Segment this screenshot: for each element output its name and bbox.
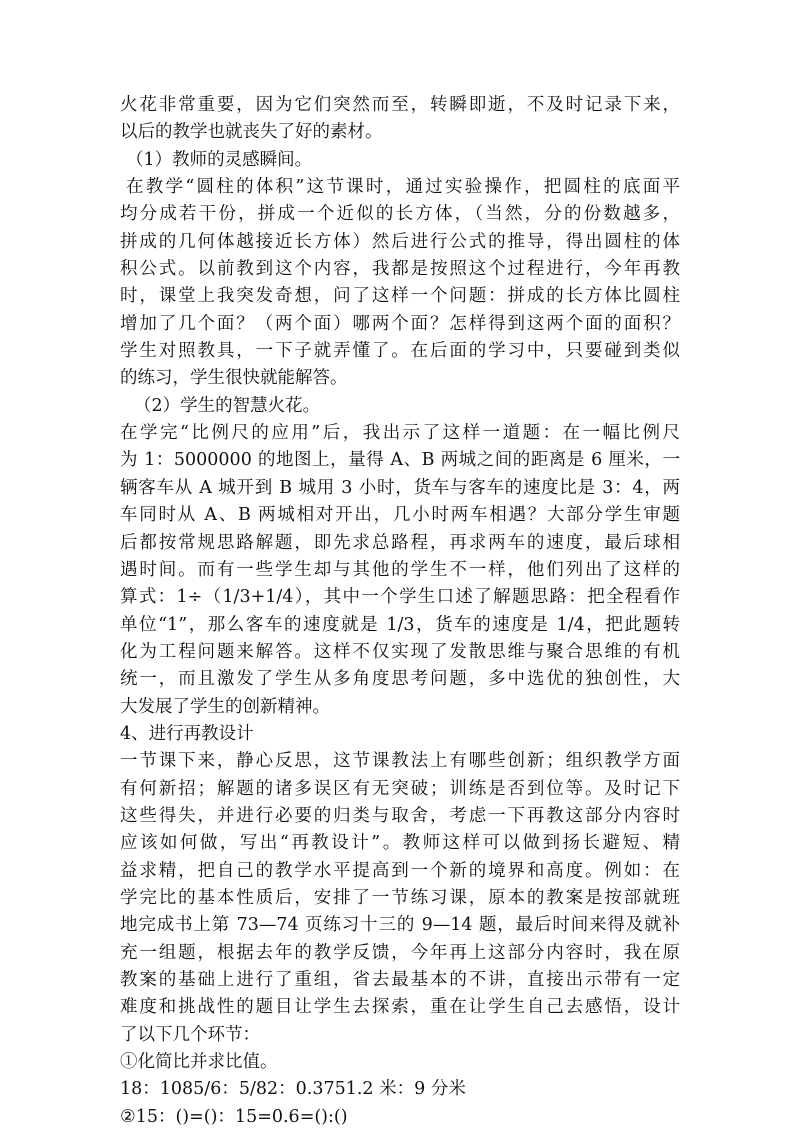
- text-line: 4、进行再教设计: [120, 723, 254, 744]
- text-line: 难度和挑战性的题目让学生去探索，重在让学生自己去感悟，设计: [120, 997, 680, 1018]
- text-line: 这些得失，并进行必要的归类与取舍，考虑一下再教这部分内容时: [120, 805, 680, 826]
- text-line: 18：1085/6：5/82：0.3751.2 米：9 分米: [120, 1079, 466, 1100]
- text-line: 单位“1”，那么客车的速度就是 1/3，货车的速度是 1/4，把此题转: [120, 614, 680, 635]
- text-line: 后都按常规思路解题，即先求总路程，再求两车的速度，最后球相: [120, 532, 680, 553]
- text-line: （1）教师的灵感瞬间。: [126, 149, 313, 170]
- text-line: 统一，而且激发了学生从多角度思考问题，多中选优的独创性，大: [120, 669, 680, 690]
- text-line: 一节课下来，静心反思，这节课教法上有哪些创新；组织教学方面: [120, 751, 680, 772]
- text-line: 应该如何做，写出“再教设计”。教师这样可以做到扬长避短、精: [120, 833, 680, 854]
- text-line: 在教学“圆柱的体积”这节课时，通过实验操作，把圆柱的底面平: [126, 177, 680, 198]
- text-line: 学生对照教具，一下子就弄懂了。在后面的学习中，只要碰到类似: [120, 341, 680, 362]
- text-line: 了以下几个环节：: [120, 1024, 260, 1045]
- text-line: 有何新招；解题的诸多误区有无突破；训练是否到位等。及时记下: [120, 778, 680, 799]
- text-line: 教案的基础上进行了重组，省去最基本的不讲，直接出示带有一定: [120, 970, 680, 990]
- text-line: 为 1：5000000 的地图上，量得 A、B 两城之间的距离是 6 厘米，一: [120, 450, 680, 471]
- text-line: （2）学生的智慧火花。: [134, 395, 321, 416]
- text-line: ①化简比并求比值。: [120, 1052, 278, 1073]
- text-line: 遇时间。而有一些学生却与其他的学生不一样，他们列出了这样的: [120, 559, 680, 580]
- text-line: 学完比的基本性质后，安排了一节练习课，原本的教案是按部就班: [120, 887, 680, 908]
- text-line: 辆客车从 A 城开到 B 城用 3 小时，货车与客车的速度比是 3：4，两: [120, 477, 680, 498]
- text-line: 化为工程问题来解答。这样不仅实现了发散思维与聚合思维的有机: [120, 641, 680, 662]
- text-line: 充一组题，根据去年的教学反馈，今年再上这部分内容时，我在原: [120, 942, 680, 963]
- text-line: 大发展了学生的创新精神。: [120, 696, 330, 717]
- text-line: 地完成书上第 73—74 页练习十三的 9—14 题，最后时间来得及就补: [120, 915, 680, 936]
- text-line: 增加了几个面？（两个面）哪两个面？怎样得到这两个面的面积？: [120, 313, 680, 334]
- text-line: 积公式。以前教到这个内容，我都是按照这个过程进行，今年再教: [120, 259, 680, 280]
- text-line: 益求精，把自己的教学水平提高到一个新的境界和高度。例如：在: [120, 860, 680, 881]
- text-line: 时，课堂上我突发奇想，问了这样一个问题：拼成的长方体比圆柱: [120, 286, 680, 307]
- document-body: [120, 92, 680, 1131]
- text-line: 的练习，学生很快就能解答。: [120, 368, 348, 389]
- text-line: 算式：1÷（1/3+1/4），其中一个学生口述了解题思路：把全程看作: [120, 587, 680, 608]
- text-line: 均分成若干份，拼成一个近似的长方体，（当然，分的份数越多，: [120, 204, 680, 225]
- text-line: 在学完“比例尺的应用”后，我出示了这样一道题：在一幅比例尺: [120, 423, 680, 444]
- text-line: 以后的教学也就丧失了好的素材。: [120, 122, 383, 143]
- text-line: ②15：()=()：15=0.6=():(): [120, 1106, 348, 1127]
- text-line: 拼成的几何体越接近长方体）然后进行公式的推导，得出圆柱的体: [120, 231, 680, 252]
- text-line: 火花非常重要，因为它们突然而至，转瞬即逝，不及时记录下来，: [120, 95, 680, 115]
- text-line: 车同时从 A、B 两城相对开出，几小时两车相遇？大部分学生审题: [120, 505, 680, 526]
